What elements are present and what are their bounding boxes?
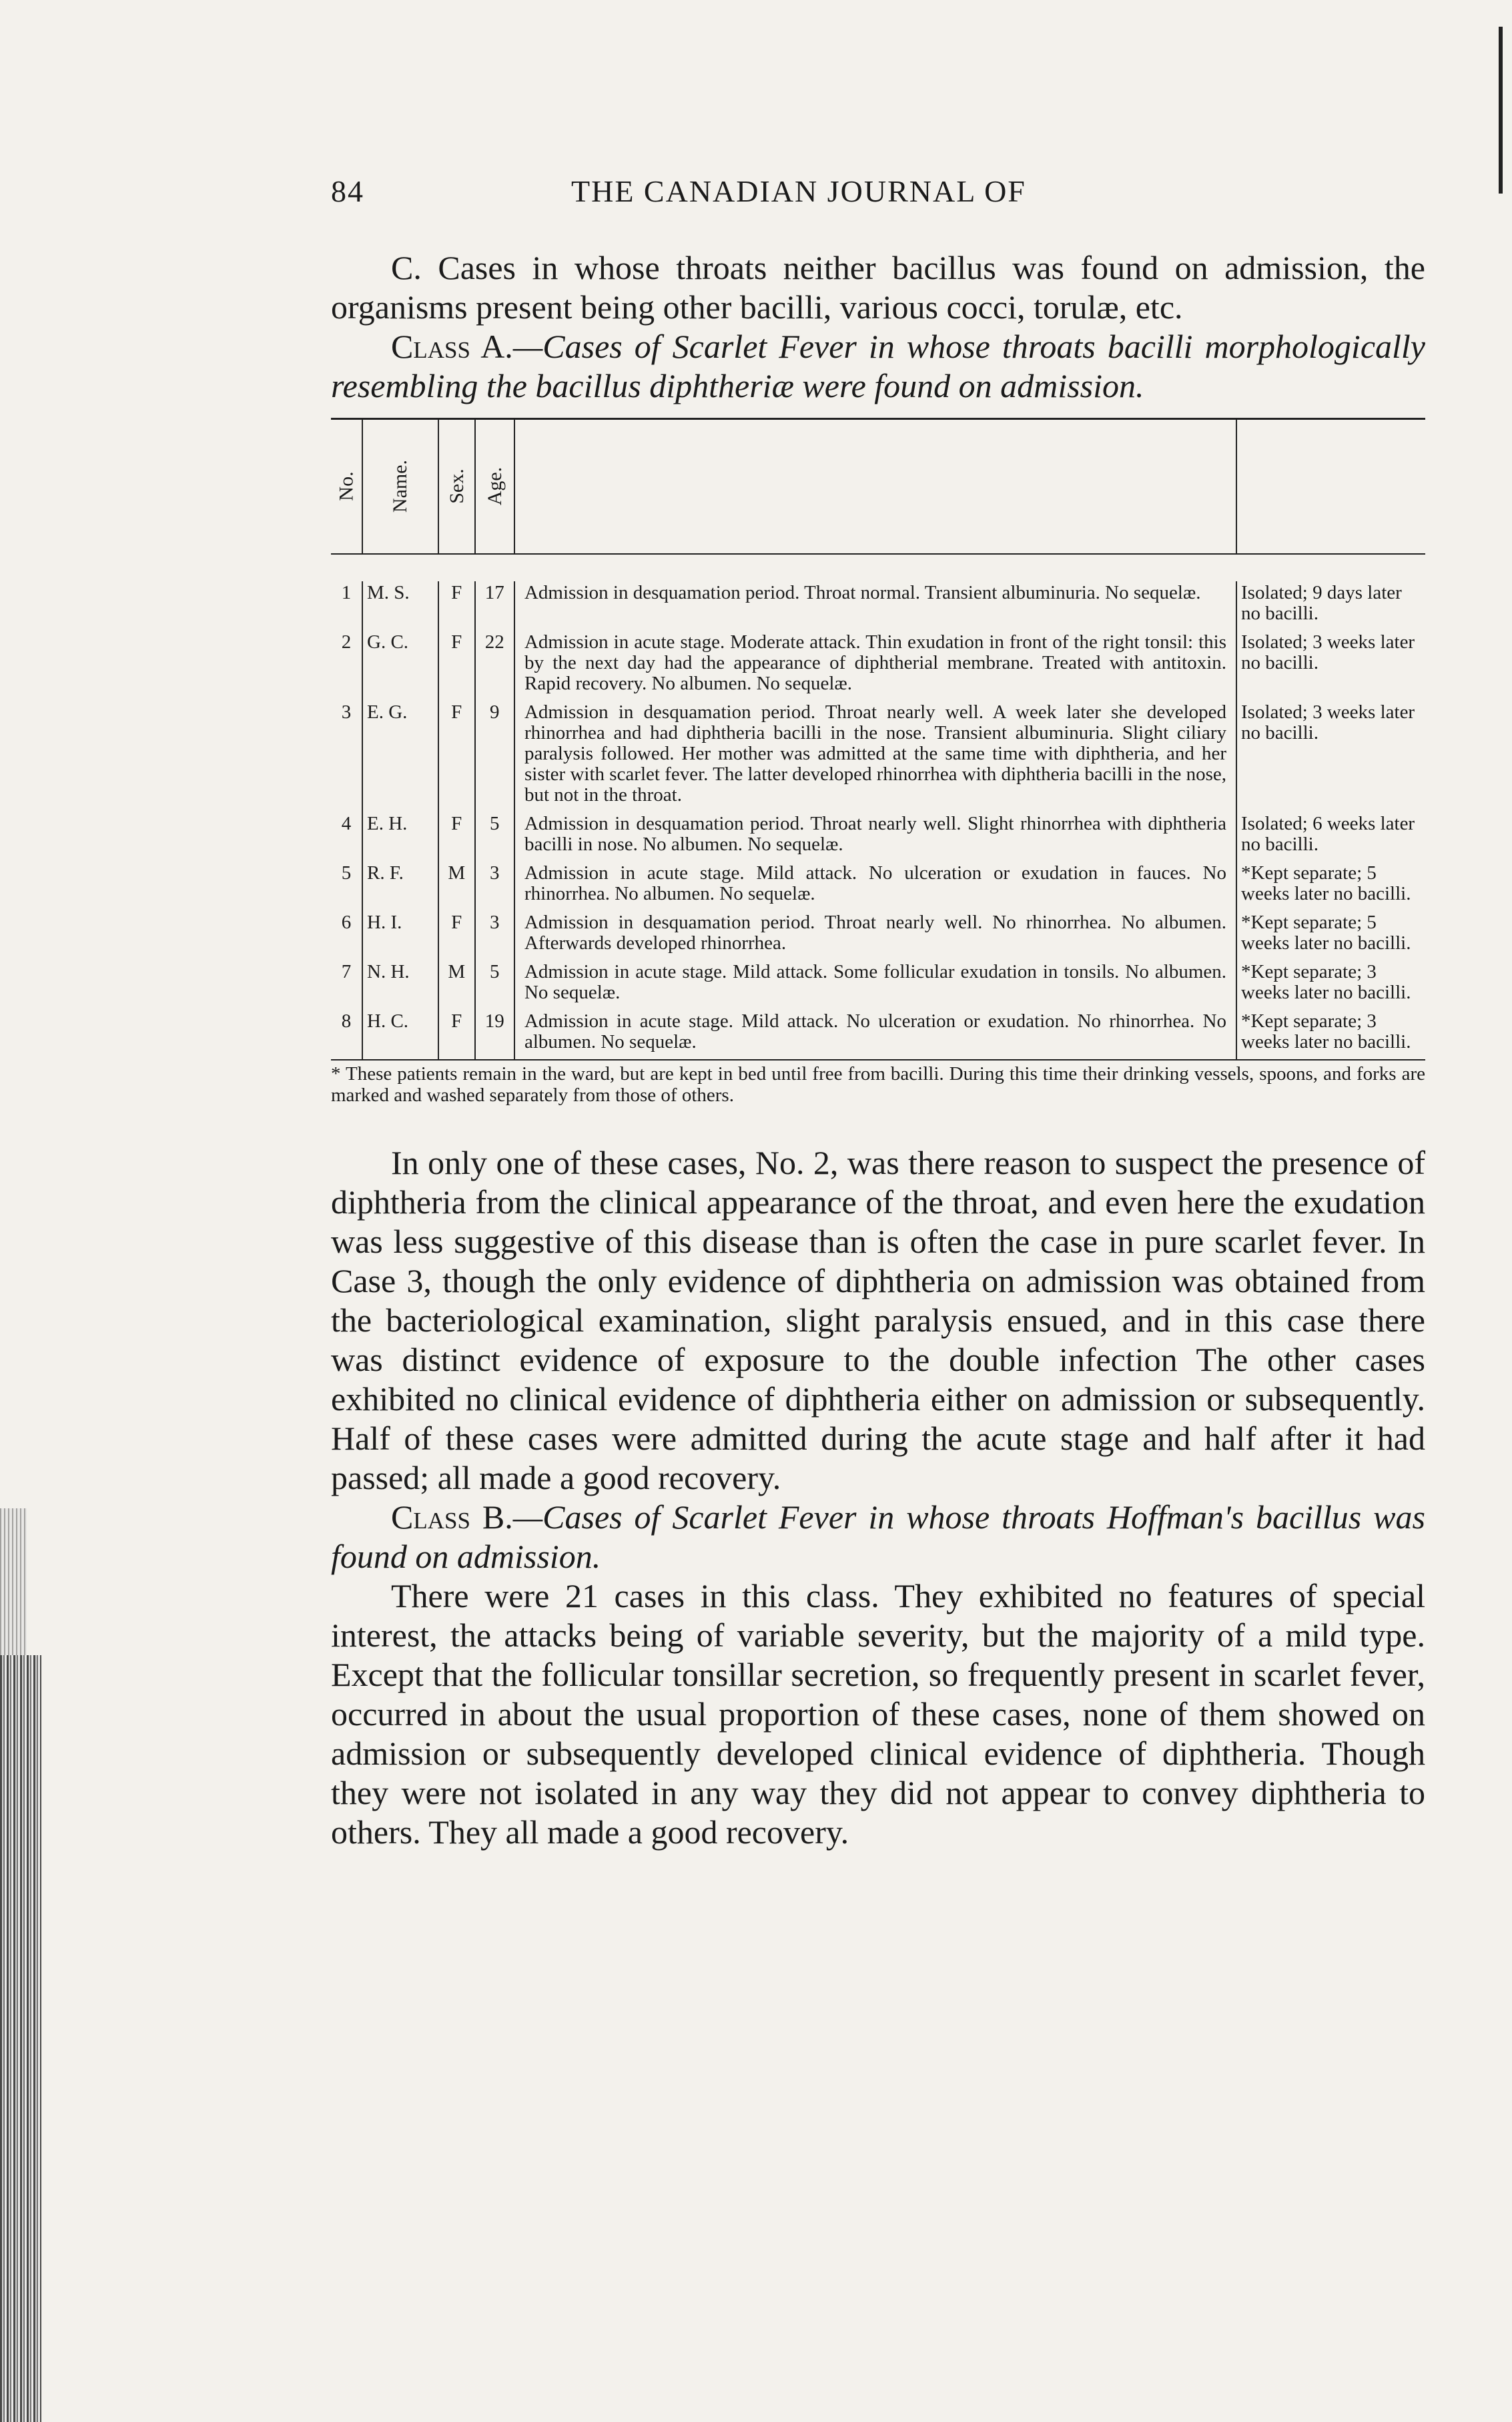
table-bottom-rule <box>331 1059 1425 1061</box>
col-description-header <box>514 420 1236 554</box>
row-sex: F <box>438 581 475 631</box>
row-age: 22 <box>475 631 514 701</box>
row-name: N. H. <box>362 960 438 1010</box>
row-age: 19 <box>475 1010 514 1059</box>
row-age: 5 <box>475 812 514 862</box>
row-result: *Kept separate; 3 weeks later no bacilli. <box>1236 960 1425 1010</box>
class-a-heading-text: —Cases of Scarlet Fever in whose throats bacilli morphologically resembling the bacillus diphtheriæ were found on admission. <box>331 328 1425 404</box>
col-sex-header: Sex. <box>438 420 475 554</box>
row-result: Isolated; 3 weeks later no bacilli. <box>1236 631 1425 701</box>
class-b-label: Class B. <box>391 1498 513 1536</box>
cases-table <box>331 420 1425 1059</box>
spacer <box>331 1106 1425 1143</box>
row-name: M. S. <box>362 581 438 631</box>
row-description: Admission in desquamation period. Throat nearly well. Slight rhinorrhea with diphtheria bacilli in nose. No albumen. No sequelæ. <box>514 812 1236 862</box>
row-sex: F <box>438 631 475 701</box>
row-age: 9 <box>475 701 514 812</box>
row-sex: F <box>438 701 475 812</box>
row-result: Isolated; 9 days later no bacilli. <box>1236 581 1425 631</box>
row-name: H. C. <box>362 1010 438 1059</box>
row-sex: M <box>438 862 475 911</box>
row-sex: F <box>438 812 475 862</box>
row-age: 3 <box>475 911 514 960</box>
running-header <box>331 174 1425 220</box>
row-no: 5 <box>341 862 352 884</box>
row-no: 8 <box>341 1010 352 1032</box>
row-description: Admission in desquamation period. Throat nearly well. No rhinorrhea. No albumen. Afterwards developed rhinorrhea. <box>514 911 1236 960</box>
row-result: *Kept separate; 5 weeks later no bacilli. <box>1236 911 1425 960</box>
row-name: E. G. <box>362 701 438 812</box>
header-spacer <box>331 554 1425 581</box>
table-row <box>331 1010 1425 1059</box>
row-description: Admission in acute stage. Mild attack. Some follicular exudation in tonsils. No albumen. No sequelæ. <box>514 960 1236 1010</box>
table-row <box>331 701 1425 812</box>
body-paragraph-2: There were 21 cases in this class. They exhibited no features of special interest, the attacks being of variable severity, but the majority of a mild type. Except that the follicular tonsillar secretion, so frequently present in scarlet fever, occurred in about the usual proportion of these cases, none of them showed on admission or subsequently developed clinical evidence of diphtheria. Though they were not isolated in any way they did not appear to convey diphtheria to others. They all made a good recovery. <box>331 1577 1425 1851</box>
row-description: Admission in acute stage. Moderate attack. Thin exudation in front of the right tonsil: this by the next day had the appearance of diphtherial membrane. Treated with antitoxin. Rapid recovery. No albumen. No sequelæ. <box>514 631 1236 701</box>
table-footnote: * These patients remain in the ward, but are kept in bed until free from bacilli. During this time their drinking vessels, spoons, and forks are marked and washed separately from those of others. <box>331 1063 1425 1106</box>
row-name: G. C. <box>362 631 438 701</box>
class-b-heading <box>331 1498 1425 1576</box>
margin-rule <box>1499 27 1503 194</box>
table-row <box>331 581 1425 631</box>
page <box>331 174 1425 1852</box>
row-no: 1 <box>341 582 352 603</box>
row-age: 5 <box>475 960 514 1010</box>
table-row <box>331 812 1425 862</box>
intro-paragraph: C. Cases in whose throats neither bacillus was found on admission, the organisms present being other bacilli, various cocci, torulæ, etc. <box>331 249 1425 326</box>
row-description: Admission in acute stage. Mild attack. No ulceration or exudation in fauces. No rhinorrhea. No albumen. No sequelæ. <box>514 862 1236 911</box>
table-row <box>331 631 1425 701</box>
class-a-label: Class A. <box>391 328 513 365</box>
row-result: Isolated; 6 weeks later no bacilli. <box>1236 812 1425 862</box>
col-no-header: No. <box>331 420 362 554</box>
row-result: *Kept separate; 5 weeks later no bacilli. <box>1236 862 1425 911</box>
body-paragraph-1: In only one of these cases, No. 2, was there reason to suspect the presence of diphtheria from the clinical appearance of the throat, and even here the exudation was less suggestive of this disease than is often the case in pure scarlet fever. In Case 3, though the only evidence of diphtheria on admission was obtained from the bacteriological examination, slight paralysis ensued, and in this case there was distinct evidence of exposure to the double infection The other cases exhibited no clinical evidence of diphtheria either on admission or subsequently. Half of these cases were admitted during the acute stage and half after it had passed; all made a good recovery. <box>331 1144 1425 1496</box>
table-row <box>331 862 1425 911</box>
table-header-row <box>331 420 1425 554</box>
row-no: 7 <box>341 961 352 982</box>
row-name: H. I. <box>362 911 438 960</box>
row-no: 3 <box>341 701 352 723</box>
row-no: 4 <box>341 813 352 834</box>
row-name: R. F. <box>362 862 438 911</box>
class-b-heading-text: —Cases of Scarlet Fever in whose throats Hoffman's bacillus was found on admission. <box>331 1498 1425 1575</box>
binding-edge-scan-artifact <box>0 1655 41 2422</box>
row-age: 17 <box>475 581 514 631</box>
table-row <box>331 960 1425 1010</box>
row-age: 3 <box>475 862 514 911</box>
col-age-header: Age. <box>475 420 514 554</box>
col-result-header <box>1236 420 1425 554</box>
row-result: *Kept separate; 3 weeks later no bacilli. <box>1236 1010 1425 1059</box>
page-number: 84 <box>331 174 364 208</box>
row-no: 2 <box>341 631 352 653</box>
running-title: THE CANADIAN JOURNAL OF <box>571 174 1026 208</box>
class-a-heading <box>331 327 1425 406</box>
row-name: E. H. <box>362 812 438 862</box>
row-description: Admission in acute stage. Mild attack. No ulceration or exudation. No rhinorrhea. No albumen. No sequelæ. <box>514 1010 1236 1059</box>
row-no: 6 <box>341 912 352 933</box>
table-row <box>331 911 1425 960</box>
col-name-header: Name. <box>362 420 438 554</box>
row-sex: M <box>438 960 475 1010</box>
row-sex: F <box>438 1010 475 1059</box>
row-description: Admission in desquamation period. Throat normal. Transient albuminuria. No sequelæ. <box>514 581 1236 631</box>
row-result: Isolated; 3 weeks later no bacilli. <box>1236 701 1425 812</box>
page-edge-shadow <box>0 1508 27 1655</box>
row-description: Admission in desquamation period. Throat nearly well. A week later she developed rhinorrhea and had diphtheria bacilli in the nose. Transient albuminuria. Slight ciliary paralysis followed. Her mother was admitted at the same time with diphtheria, and her sister with scarlet fever. The latter developed rhinorrhea with diphtheria bacilli in the nose, but not in the throat. <box>514 701 1236 812</box>
row-sex: F <box>438 911 475 960</box>
